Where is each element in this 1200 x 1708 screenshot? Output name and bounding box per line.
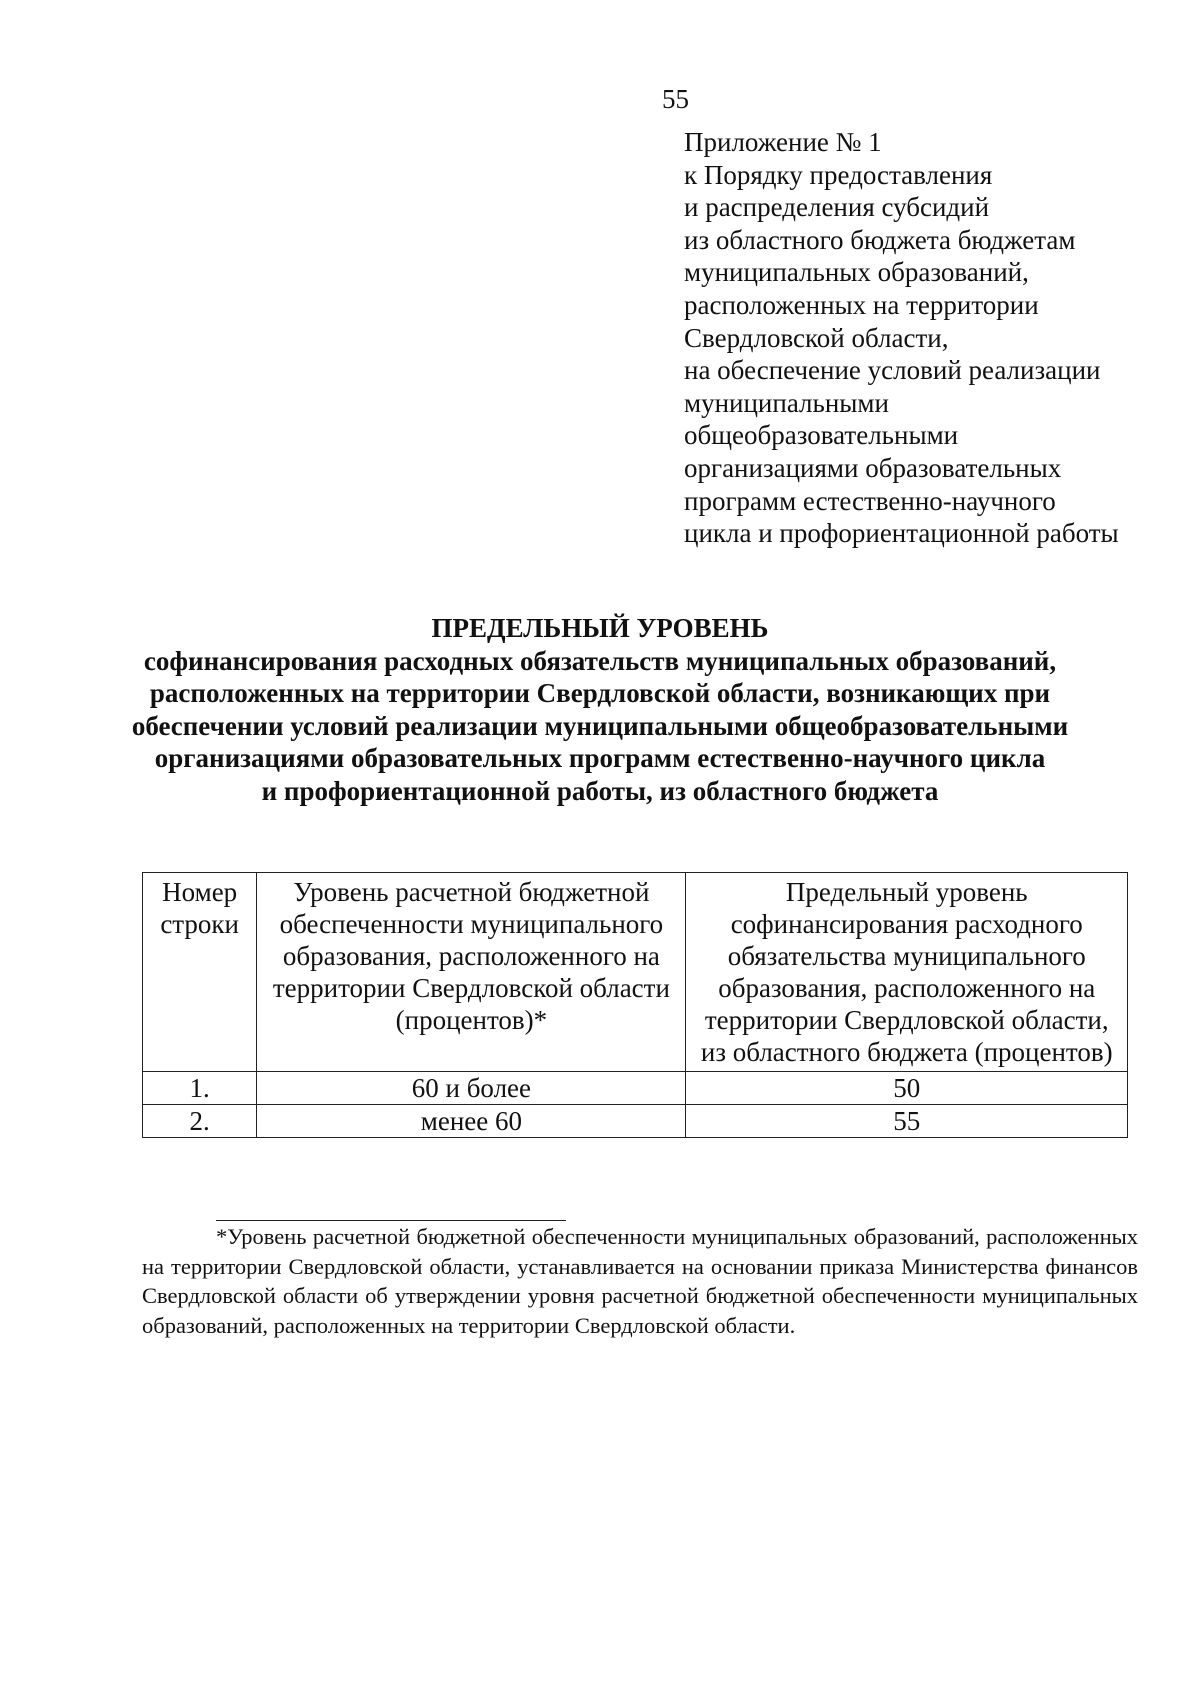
appendix-line: общеобразовательными — [684, 420, 959, 451]
table-row — [143, 1072, 1128, 1105]
appendix-line: на обеспечение условий реализации — [684, 355, 1101, 386]
cell-cofinancing-limit: 50 — [686, 1072, 1128, 1105]
page-number: 55 — [662, 84, 689, 114]
appendix-line: к Порядку предоставления — [684, 159, 993, 190]
appendix-line: муниципальных образований, — [684, 257, 1029, 288]
title-line: софинансирования расходных обязательств муниципальных образований, — [143, 645, 1057, 676]
title-line: расположенных на территории Свердловской области, возникающих при — [149, 678, 1051, 709]
title-line: обеспечении условий реализации муниципальными общеобразовательными — [131, 710, 1069, 741]
cell-budget-level: менее 60 — [257, 1105, 686, 1138]
cofinancing-table — [142, 872, 1128, 1138]
appendix-reference — [684, 126, 1164, 550]
appendix-line: муниципальными — [684, 387, 889, 418]
header-cofinancing-limit: Предельный уровень софинансирования расходного обязательства муниципального образования, расположенного на территории Свердловской области, из областного бюджета (процентов) — [686, 873, 1128, 1072]
title-heading: ПРЕДЕЛЬНЫЙ УРОВЕНЬ — [431, 613, 769, 643]
title-line: и профориентационной работы, из областного бюджета — [261, 775, 939, 806]
appendix-line: организациями образовательных — [684, 452, 1062, 483]
appendix-line: программ естественно-научного — [684, 485, 1056, 516]
title-line: организациями образовательных программ естественно-научного цикла — [154, 743, 1046, 774]
table-header-row — [143, 873, 1128, 1072]
appendix-line: из областного бюджета бюджетам — [684, 224, 1076, 255]
footnote: *Уровень расчетной бюджетной обеспеченности муниципальных образований, расположенных на территории Свердловской области, устанавливается на основании приказа Министерства финансов Свердловской области об утверждении уровня расчетной бюджетной обеспеченности муниципальных образований, расположенных на территории Свердловской области. — [142, 1224, 1138, 1338]
cell-budget-level: 60 и более — [257, 1072, 686, 1105]
appendix-line: Приложение № 1 — [684, 127, 882, 157]
header-row-number: Номер строки — [143, 873, 257, 1072]
footnote-divider — [216, 1220, 566, 1221]
document-title — [120, 612, 1080, 808]
appendix-line: цикла и профориентационной работы — [684, 518, 1119, 549]
header-budget-level: Уровень расчетной бюджетной обеспеченности муниципального образования, расположенного на территории Свердловской области (процентов)* — [257, 873, 686, 1072]
cell-row-number: 1. — [143, 1072, 257, 1105]
cell-cofinancing-limit: 55 — [686, 1105, 1128, 1138]
appendix-line: расположенных на территории — [684, 289, 1039, 320]
appendix-line: и распределения субсидий — [684, 192, 990, 223]
table-row — [143, 1105, 1128, 1138]
cell-row-number: 2. — [143, 1105, 257, 1138]
appendix-line: Свердловской области, — [684, 322, 949, 353]
